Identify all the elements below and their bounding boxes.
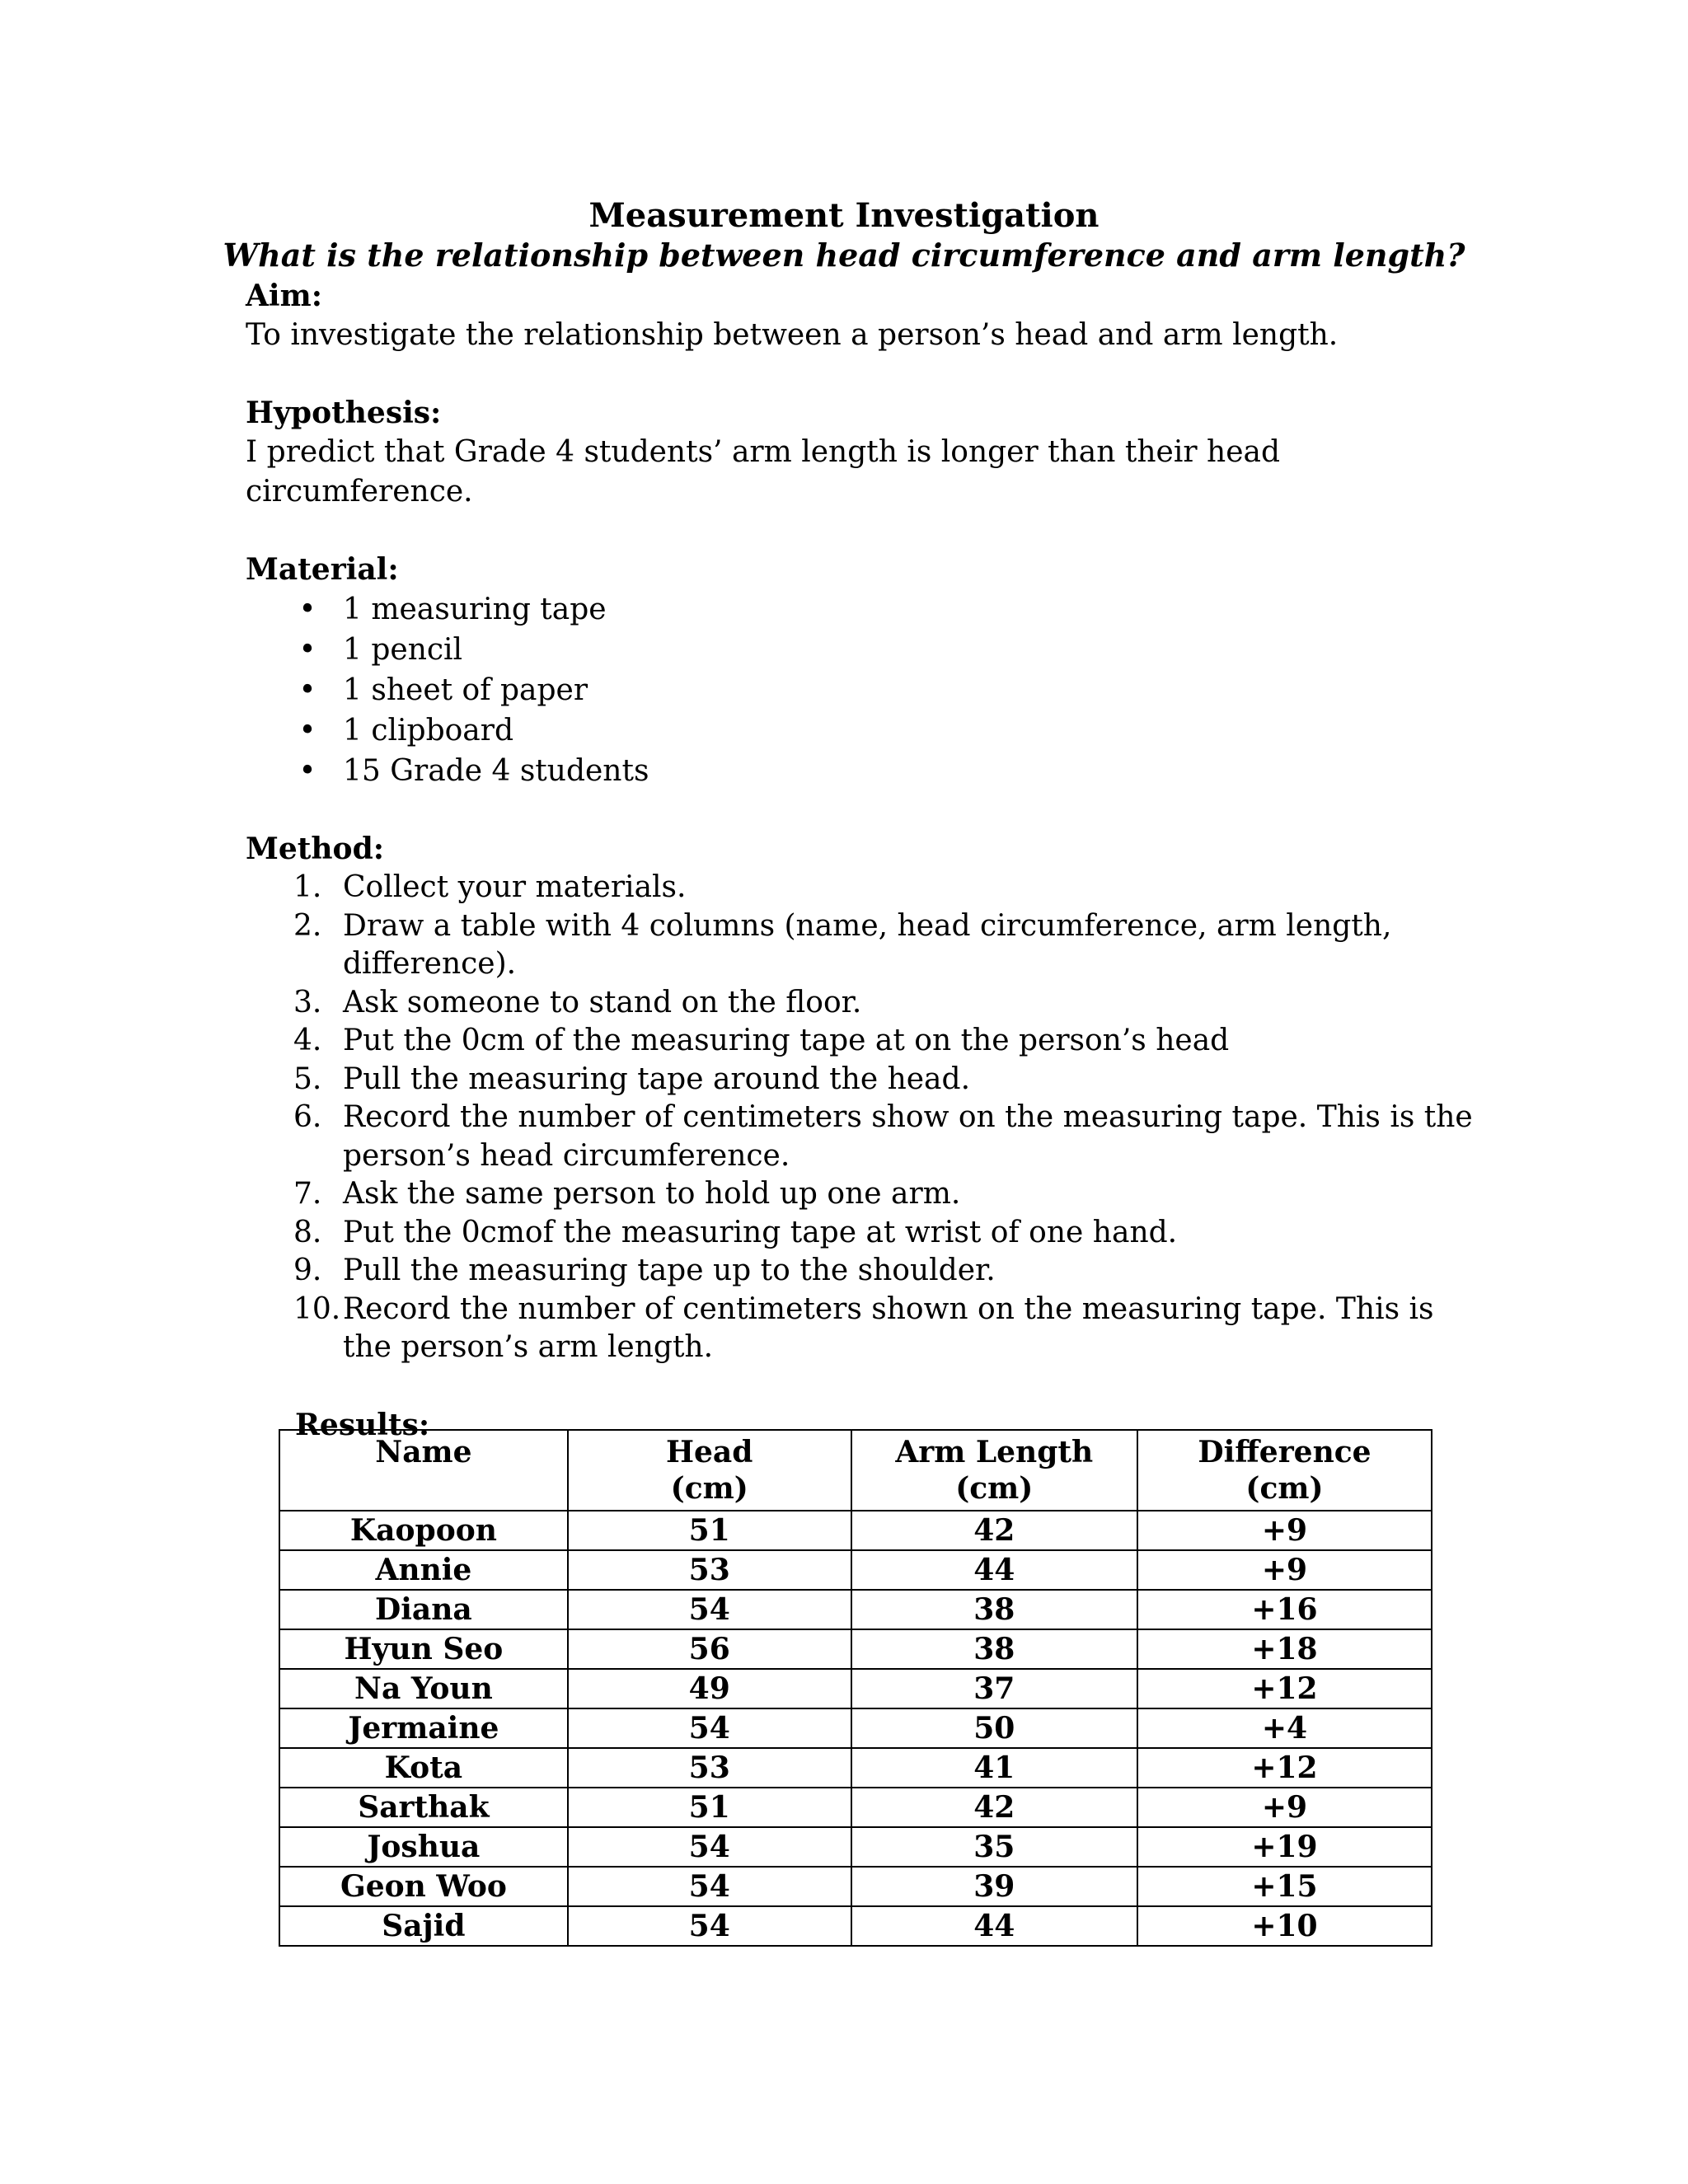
document-body xyxy=(246,276,1482,1445)
step-text: Record the number of centimeters show on the measuring tape. This is the person’s head circumference. xyxy=(343,1100,1473,1173)
cell-name: Diana xyxy=(279,1590,568,1629)
spacer xyxy=(246,512,1482,550)
cell-name: Hyun Seo xyxy=(279,1629,568,1669)
table-row xyxy=(279,1669,1432,1708)
column-header-head: Head (cm) xyxy=(568,1430,851,1511)
cell-diff: +10 xyxy=(1137,1906,1432,1946)
method-step xyxy=(246,907,1482,984)
table-row xyxy=(279,1867,1432,1906)
cell-arm: 44 xyxy=(851,1906,1137,1946)
method-step xyxy=(246,1061,1482,1099)
cell-arm: 38 xyxy=(851,1629,1137,1669)
cell-diff: +4 xyxy=(1137,1708,1432,1748)
step-text: Collect your materials. xyxy=(343,870,687,904)
cell-name: Sajid xyxy=(279,1906,568,1946)
material-item-text: 1 sheet of paper xyxy=(343,673,588,707)
bullet-icon: • xyxy=(298,714,316,748)
cell-arm: 42 xyxy=(851,1511,1137,1550)
cell-head: 51 xyxy=(568,1788,851,1827)
cell-name: Kaopoon xyxy=(279,1511,568,1550)
aim-text: To investigate the relationship between a person’s head and arm length. xyxy=(246,318,1339,352)
page-title: Measurement Investigation xyxy=(588,196,1100,235)
cell-head: 54 xyxy=(568,1867,851,1906)
method-heading: Method: xyxy=(246,832,385,866)
cell-diff: +9 xyxy=(1137,1550,1432,1590)
material-item xyxy=(246,589,1482,630)
cell-diff: +18 xyxy=(1137,1629,1432,1669)
cell-diff: +12 xyxy=(1137,1748,1432,1788)
method-list xyxy=(246,869,1482,1367)
cell-name: Geon Woo xyxy=(279,1867,568,1906)
material-item xyxy=(246,630,1482,670)
step-number: 3. xyxy=(293,985,322,1019)
step-number: 7. xyxy=(293,1177,322,1211)
cell-head: 54 xyxy=(568,1590,851,1629)
cell-arm: 44 xyxy=(851,1550,1137,1590)
method-step xyxy=(246,1214,1482,1253)
cell-arm: 50 xyxy=(851,1708,1137,1748)
table-row xyxy=(279,1708,1432,1748)
cell-arm: 42 xyxy=(851,1788,1137,1827)
bullet-icon: • xyxy=(298,633,316,667)
method-step xyxy=(246,1175,1482,1214)
step-text: Ask someone to stand on the floor. xyxy=(343,985,862,1019)
step-text: Put the 0cm of the measuring tape at on the person’s head xyxy=(343,1024,1230,1057)
cell-head: 54 xyxy=(568,1827,851,1867)
step-number: 2. xyxy=(293,908,322,943)
cell-name: Kota xyxy=(279,1748,568,1788)
step-number: 5. xyxy=(293,1062,322,1096)
material-item xyxy=(246,751,1482,791)
spacer xyxy=(246,1367,1482,1405)
cell-name: Sarthak xyxy=(279,1788,568,1827)
method-step xyxy=(246,1022,1482,1061)
cell-name: Joshua xyxy=(279,1827,568,1867)
cell-diff: +9 xyxy=(1137,1511,1432,1550)
step-number: 4. xyxy=(293,1024,322,1057)
method-step xyxy=(246,984,1482,1023)
cell-name: Annie xyxy=(279,1550,568,1590)
bullet-icon: • xyxy=(298,754,316,788)
step-text: Record the number of centimeters shown on the measuring tape. This is the person’s arm length. xyxy=(343,1291,1434,1364)
spacer xyxy=(246,791,1482,829)
cell-diff: +9 xyxy=(1137,1788,1432,1827)
table-row xyxy=(279,1629,1432,1669)
cell-arm: 35 xyxy=(851,1827,1137,1867)
method-step xyxy=(246,1099,1482,1175)
hypothesis-text: I predict that Grade 4 students’ arm length is longer than their head circumference. xyxy=(246,435,1281,509)
material-list xyxy=(246,589,1482,791)
table-row xyxy=(279,1748,1432,1788)
table-row xyxy=(279,1906,1432,1946)
column-header-difference: Difference (cm) xyxy=(1137,1430,1432,1511)
method-step xyxy=(246,869,1482,907)
table-row xyxy=(279,1788,1432,1827)
method-step xyxy=(246,1291,1482,1367)
step-text: Draw a table with 4 columns (name, head circumference, arm length, difference). xyxy=(343,908,1392,981)
bullet-icon: • xyxy=(298,673,316,707)
aim-heading: Aim: xyxy=(246,279,322,313)
material-item xyxy=(246,670,1482,710)
cell-arm: 41 xyxy=(851,1748,1137,1788)
step-text: Pull the measuring tape up to the shoulder. xyxy=(343,1254,996,1287)
cell-diff: +19 xyxy=(1137,1827,1432,1867)
table-row xyxy=(279,1590,1432,1629)
cell-arm: 39 xyxy=(851,1867,1137,1906)
material-item-text: 1 pencil xyxy=(343,633,463,667)
cell-head: 56 xyxy=(568,1629,851,1669)
table-row xyxy=(279,1550,1432,1590)
table-header-row xyxy=(279,1430,1432,1511)
cell-diff: +16 xyxy=(1137,1590,1432,1629)
cell-arm: 37 xyxy=(851,1669,1137,1708)
material-item-text: 1 measuring tape xyxy=(343,593,607,626)
cell-name: Jermaine xyxy=(279,1708,568,1748)
cell-name: Na Youn xyxy=(279,1669,568,1708)
cell-diff: +12 xyxy=(1137,1669,1432,1708)
column-header-name: Name xyxy=(279,1430,568,1511)
cell-head: 54 xyxy=(568,1906,851,1946)
step-number: 8. xyxy=(293,1215,322,1249)
column-header-arm-length: Arm Length (cm) xyxy=(851,1430,1137,1511)
material-item xyxy=(246,710,1482,751)
cell-head: 54 xyxy=(568,1708,851,1748)
step-text: Put the 0cmof the measuring tape at wrist of one hand. xyxy=(343,1215,1178,1249)
cell-diff: +15 xyxy=(1137,1867,1432,1906)
cell-head: 49 xyxy=(568,1669,851,1708)
spacer xyxy=(246,355,1482,393)
material-heading: Material: xyxy=(246,552,399,587)
cell-head: 53 xyxy=(568,1550,851,1590)
step-number: 10. xyxy=(293,1291,341,1326)
step-number: 1. xyxy=(293,870,322,904)
results-heading: Results: xyxy=(295,1407,430,1442)
material-item-text: 15 Grade 4 students xyxy=(343,754,649,788)
cell-head: 53 xyxy=(568,1748,851,1788)
step-text: Pull the measuring tape around the head. xyxy=(343,1062,971,1096)
hypothesis-heading: Hypothesis: xyxy=(246,396,442,430)
cell-arm: 38 xyxy=(851,1590,1137,1629)
bullet-icon: • xyxy=(298,593,316,626)
table-row xyxy=(279,1511,1432,1550)
step-number: 6. xyxy=(293,1100,322,1134)
cell-head: 51 xyxy=(568,1511,851,1550)
step-number: 9. xyxy=(293,1254,322,1287)
table-row xyxy=(279,1827,1432,1867)
method-step xyxy=(246,1252,1482,1291)
page-subtitle: What is the relationship between head circumference and arm length? xyxy=(223,237,1465,274)
step-text: Ask the same person to hold up one arm. xyxy=(343,1177,961,1211)
material-item-text: 1 clipboard xyxy=(343,714,514,748)
results-table xyxy=(279,1429,1432,1947)
